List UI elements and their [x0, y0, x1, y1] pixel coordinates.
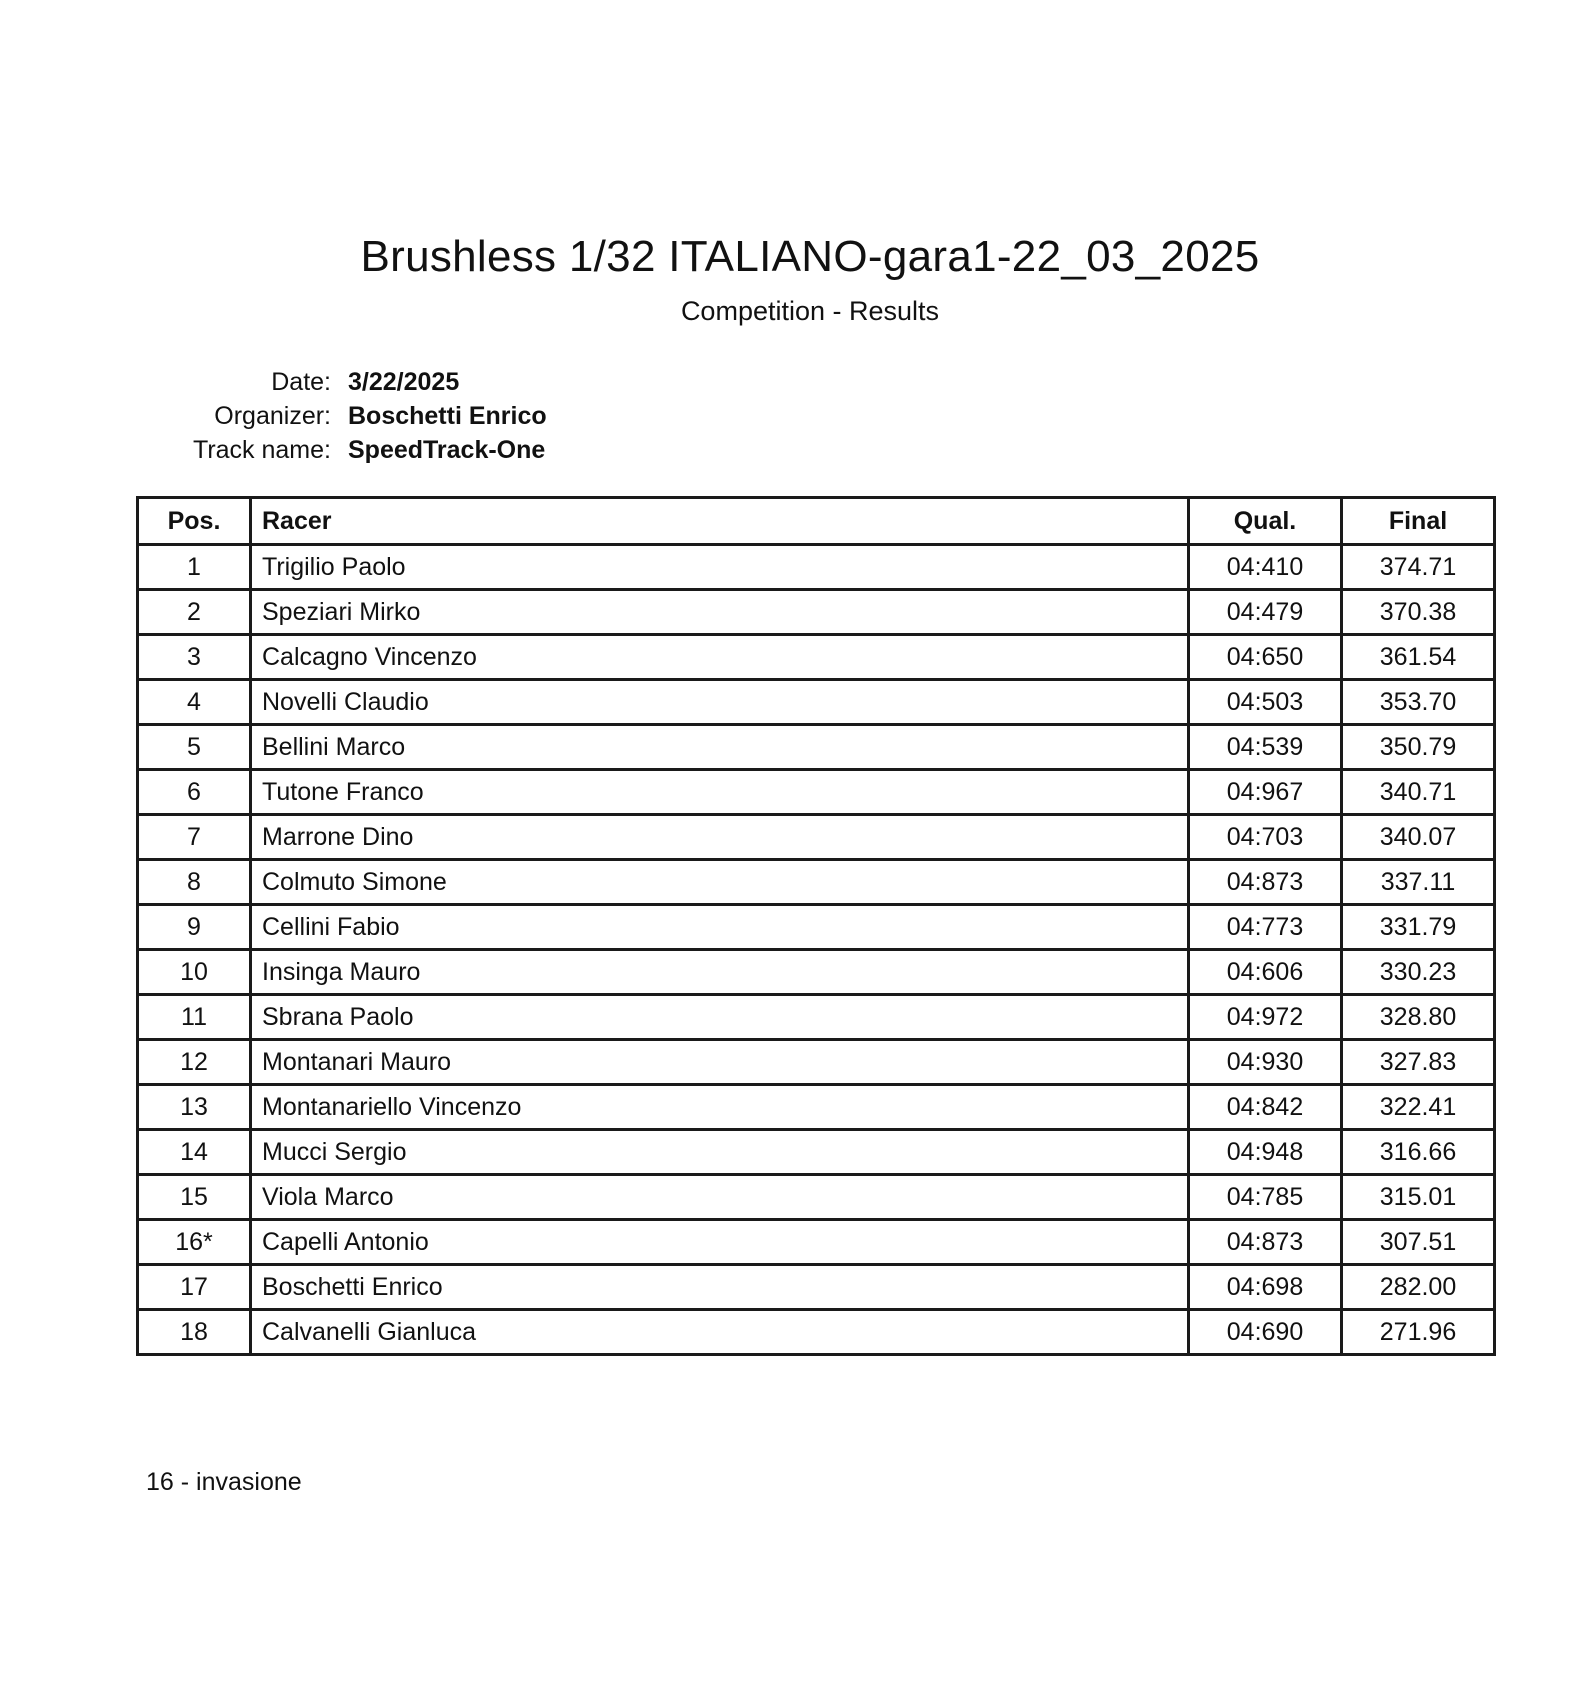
- cell-qual: 04:503: [1189, 680, 1342, 725]
- cell-racer: Viola Marco: [251, 1175, 1189, 1220]
- cell-racer: Speziari Mirko: [251, 590, 1189, 635]
- cell-qual: 04:785: [1189, 1175, 1342, 1220]
- table-row: [138, 905, 1495, 950]
- table-row: [138, 860, 1495, 905]
- cell-final: 331.79: [1342, 905, 1495, 950]
- page-footer: 16 - invasione: [146, 1468, 302, 1496]
- table-row: [138, 680, 1495, 725]
- page-title: Brushless 1/32 ITALIANO-gara1-22_03_2025: [360, 232, 1260, 281]
- cell-racer: Mucci Sergio: [251, 1130, 1189, 1175]
- table-row: [138, 725, 1495, 770]
- cell-racer: Boschetti Enrico: [251, 1265, 1189, 1310]
- header-pos: Pos.: [138, 498, 251, 545]
- cell-pos: 7: [138, 815, 251, 860]
- cell-final: 337.11: [1342, 860, 1495, 905]
- cell-final: 374.71: [1342, 545, 1495, 590]
- cell-qual: 04:703: [1189, 815, 1342, 860]
- table-row: [138, 995, 1495, 1040]
- cell-qual: 04:410: [1189, 545, 1342, 590]
- cell-qual: 04:972: [1189, 995, 1342, 1040]
- header-final: Final: [1342, 498, 1495, 545]
- cell-racer: Calcagno Vincenzo: [251, 635, 1189, 680]
- cell-racer: Insinga Mauro: [251, 950, 1189, 995]
- cell-racer: Colmuto Simone: [251, 860, 1189, 905]
- cell-final: 315.01: [1342, 1175, 1495, 1220]
- date-label: Date:: [271, 368, 331, 396]
- event-info: [0, 368, 1575, 470]
- cell-pos: 14: [138, 1130, 251, 1175]
- cell-racer: Tutone Franco: [251, 770, 1189, 815]
- table-row: [138, 950, 1495, 995]
- cell-qual: 04:873: [1189, 860, 1342, 905]
- cell-racer: Capelli Antonio: [251, 1220, 1189, 1265]
- header-qual: Qual.: [1189, 498, 1342, 545]
- cell-pos: 5: [138, 725, 251, 770]
- cell-qual: 04:930: [1189, 1040, 1342, 1085]
- cell-pos: 4: [138, 680, 251, 725]
- cell-racer: Montanari Mauro: [251, 1040, 1189, 1085]
- track-name-value: SpeedTrack-One: [348, 436, 546, 464]
- table-row: [138, 1175, 1495, 1220]
- results-table: [136, 496, 1496, 1356]
- track-name-row: [0, 436, 1575, 470]
- cell-final: 370.38: [1342, 590, 1495, 635]
- cell-racer: Montanariello Vincenzo: [251, 1085, 1189, 1130]
- table-row: [138, 1265, 1495, 1310]
- table-row: [138, 770, 1495, 815]
- cell-final: 328.80: [1342, 995, 1495, 1040]
- cell-final: 340.71: [1342, 770, 1495, 815]
- table-row: [138, 1220, 1495, 1265]
- cell-pos: 6: [138, 770, 251, 815]
- cell-final: 316.66: [1342, 1130, 1495, 1175]
- table-row: [138, 1130, 1495, 1175]
- table-row: [138, 590, 1495, 635]
- cell-racer: Bellini Marco: [251, 725, 1189, 770]
- cell-pos: 8: [138, 860, 251, 905]
- cell-qual: 04:539: [1189, 725, 1342, 770]
- date-value: 3/22/2025: [348, 368, 460, 396]
- header-racer: Racer: [251, 498, 1189, 545]
- cell-pos: 17: [138, 1265, 251, 1310]
- cell-racer: Calvanelli Gianluca: [251, 1310, 1189, 1355]
- cell-pos: 18: [138, 1310, 251, 1355]
- cell-final: 330.23: [1342, 950, 1495, 995]
- cell-qual: 04:606: [1189, 950, 1342, 995]
- cell-pos: 2: [138, 590, 251, 635]
- cell-qual: 04:479: [1189, 590, 1342, 635]
- cell-racer: Marrone Dino: [251, 815, 1189, 860]
- results-body: [138, 545, 1495, 1355]
- table-row: [138, 1085, 1495, 1130]
- cell-pos: 3: [138, 635, 251, 680]
- cell-pos: 11: [138, 995, 251, 1040]
- cell-qual: 04:948: [1189, 1130, 1342, 1175]
- cell-racer: Novelli Claudio: [251, 680, 1189, 725]
- cell-qual: 04:650: [1189, 635, 1342, 680]
- cell-final: 353.70: [1342, 680, 1495, 725]
- organizer-row: [0, 402, 1575, 436]
- header-row: [138, 498, 1495, 545]
- organizer-value: Boschetti Enrico: [348, 402, 547, 430]
- track-name-label: Track name:: [192, 436, 331, 464]
- date-row: [0, 368, 1575, 402]
- cell-pos: 16*: [138, 1220, 251, 1265]
- cell-qual: 04:690: [1189, 1310, 1342, 1355]
- cell-final: 327.83: [1342, 1040, 1495, 1085]
- cell-pos: 15: [138, 1175, 251, 1220]
- table-row: [138, 815, 1495, 860]
- cell-racer: Trigilio Paolo: [251, 545, 1189, 590]
- table-row: [138, 635, 1495, 680]
- organizer-label: Organizer:: [214, 402, 331, 430]
- cell-racer: Cellini Fabio: [251, 905, 1189, 950]
- table-row: [138, 1310, 1495, 1355]
- table-row: [138, 545, 1495, 590]
- cell-qual: 04:967: [1189, 770, 1342, 815]
- cell-qual: 04:773: [1189, 905, 1342, 950]
- cell-final: 361.54: [1342, 635, 1495, 680]
- cell-final: 307.51: [1342, 1220, 1495, 1265]
- cell-racer: Sbrana Paolo: [251, 995, 1189, 1040]
- cell-final: 271.96: [1342, 1310, 1495, 1355]
- cell-pos: 1: [138, 545, 251, 590]
- cell-pos: 9: [138, 905, 251, 950]
- cell-qual: 04:873: [1189, 1220, 1342, 1265]
- cell-pos: 12: [138, 1040, 251, 1085]
- cell-pos: 13: [138, 1085, 251, 1130]
- cell-pos: 10: [138, 950, 251, 995]
- cell-final: 322.41: [1342, 1085, 1495, 1130]
- cell-qual: 04:842: [1189, 1085, 1342, 1130]
- cell-qual: 04:698: [1189, 1265, 1342, 1310]
- cell-final: 350.79: [1342, 725, 1495, 770]
- cell-final: 282.00: [1342, 1265, 1495, 1310]
- page-subtitle: Competition - Results: [680, 296, 940, 326]
- cell-final: 340.07: [1342, 815, 1495, 860]
- table-row: [138, 1040, 1495, 1085]
